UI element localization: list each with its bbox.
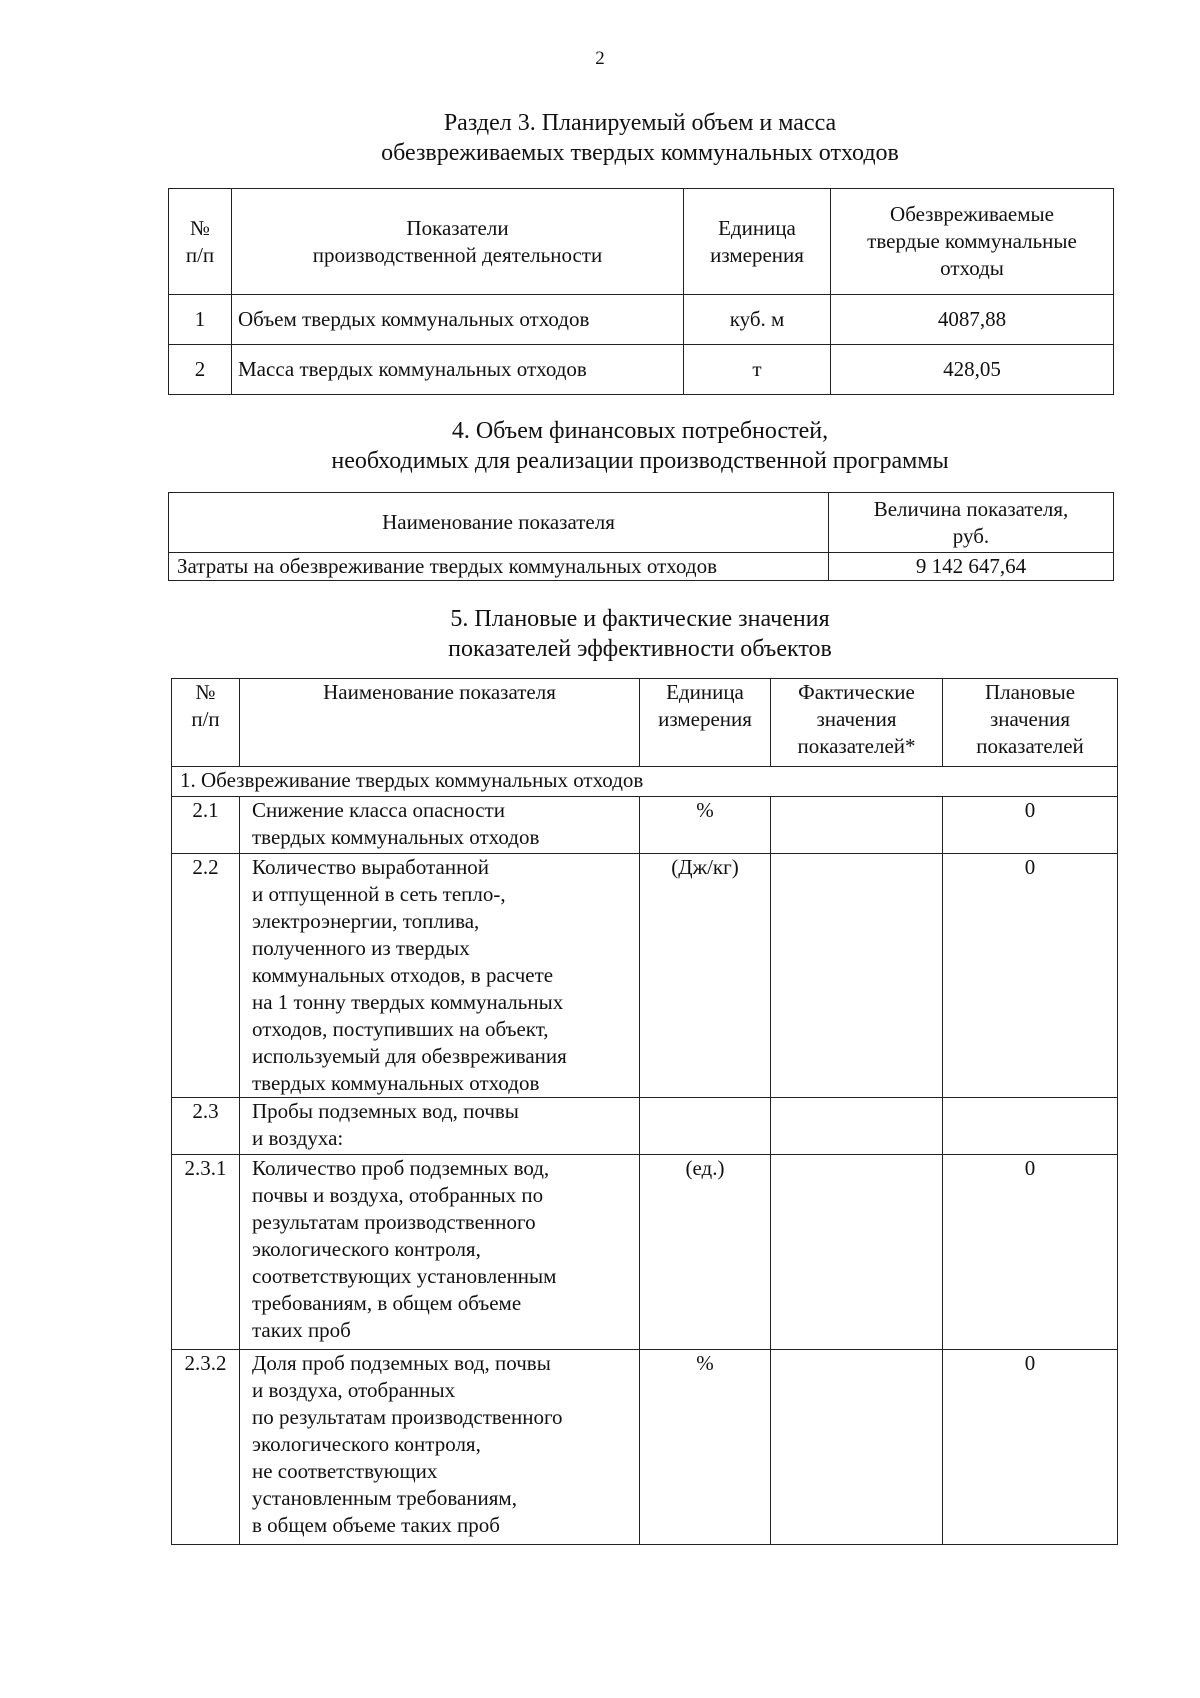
header-value-line2: твердые коммунальные	[867, 229, 1077, 253]
row-unit: куб. м	[684, 295, 831, 345]
header-actual-line1: Фактические	[798, 680, 915, 704]
section3-title-line1: Раздел 3. Планируемый объем и масса	[443, 110, 837, 136]
row-name-line: почвы и воздуха, отобранных по	[252, 1183, 544, 1207]
group-title: 1. Обезвреживание твердых коммунальных отходов	[172, 767, 1118, 797]
row-plan: 0	[943, 854, 1118, 1098]
table-row	[169, 295, 1114, 345]
row-actual	[771, 854, 943, 1098]
row-num: 2.3.1	[172, 1155, 240, 1350]
row-name-line: требованиям, в общем объеме	[252, 1291, 522, 1315]
table-row	[169, 345, 1114, 395]
section5-title	[150, 604, 1130, 664]
row-name-line: по результатам производственного	[252, 1405, 563, 1429]
table-row	[169, 553, 1114, 581]
table-row	[172, 797, 1118, 854]
row-actual	[771, 1350, 943, 1545]
section4-table	[168, 492, 1114, 581]
section3-table	[168, 188, 1114, 395]
table-header-row	[169, 493, 1114, 553]
row-num: 2.3.2	[172, 1350, 240, 1545]
row-plan: 0	[943, 1350, 1118, 1545]
section3-title	[150, 108, 1130, 168]
row-name-line: Пробы подземных вод, почвы	[252, 1099, 519, 1123]
row-actual	[771, 1155, 943, 1350]
row-plan	[943, 1098, 1118, 1155]
header-num-line2: п/п	[191, 707, 220, 731]
header-value	[829, 493, 1114, 553]
row-num: 2.2	[172, 854, 240, 1098]
row-name-line: Количество проб подземных вод,	[252, 1156, 550, 1180]
row-name-line: экологического контроля,	[252, 1432, 481, 1456]
row-unit: (ед.)	[640, 1155, 771, 1350]
row-name-line: таких проб	[252, 1318, 351, 1342]
table-header-row	[172, 679, 1118, 767]
row-name-line: Доля проб подземных вод, почвы	[252, 1351, 551, 1375]
row-name: Затраты на обезвреживание твердых коммунальных отходов	[169, 553, 829, 581]
row-name-line: в общем объеме таких проб	[252, 1513, 500, 1537]
row-name: Масса твердых коммунальных отходов	[232, 345, 684, 395]
section5-title-line1: 5. Плановые и фактические значения	[450, 606, 830, 632]
row-unit: (Дж/кг)	[640, 854, 771, 1098]
section4-title-line2: необходимых для реализации производственной программы	[331, 448, 949, 474]
row-unit: т	[684, 345, 831, 395]
row-num: 2	[169, 345, 232, 395]
row-value: 4087,88	[831, 295, 1114, 345]
row-name-line: отходов, поступивших на объект,	[252, 1017, 549, 1041]
row-name-line: и воздуха:	[252, 1126, 344, 1150]
row-plan: 0	[943, 797, 1118, 854]
row-name-line: результатам производственного	[252, 1210, 536, 1234]
row-name	[240, 1155, 640, 1350]
row-name-line: Снижение класса опасности	[252, 798, 505, 822]
table-header-row	[169, 189, 1114, 295]
header-actual-line2: значения	[816, 707, 897, 731]
row-value: 9 142 647,64	[829, 553, 1114, 581]
header-plan	[943, 679, 1118, 767]
header-num	[169, 189, 232, 295]
row-name-line: и отпущенной в сеть тепло-,	[252, 882, 506, 906]
header-num-line2: п/п	[185, 242, 215, 267]
section4-title-line1: 4. Объем финансовых потребностей,	[451, 418, 829, 444]
header-unit-line1: Единица	[718, 215, 796, 240]
header-plan-line1: Плановые	[984, 680, 1076, 704]
header-actual	[771, 679, 943, 767]
row-unit: %	[640, 1350, 771, 1545]
header-indicator-line2: производственной деятельности	[312, 242, 603, 267]
row-name-line: электроэнергии, топлива,	[252, 909, 480, 933]
header-value-line3: отходы	[940, 256, 1004, 280]
section5-title-line2: показателей эффективности объектов	[448, 636, 832, 662]
header-name: Наименование показателя	[169, 493, 829, 553]
header-unit-line2: измерения	[658, 707, 752, 731]
header-name: Наименование показателя	[240, 679, 640, 767]
header-unit-line2: измерения	[710, 242, 804, 267]
row-name	[240, 1350, 640, 1545]
row-name-line: твердых коммунальных отходов	[252, 825, 540, 849]
row-value: 428,05	[831, 345, 1114, 395]
header-value-line1: Обезвреживаемые	[890, 202, 1054, 226]
section3-title-line2: обезвреживаемых твердых коммунальных отходов	[381, 140, 899, 166]
page-number: 2	[595, 48, 605, 69]
header-value-line2: руб.	[952, 523, 990, 548]
row-name-line: соответствующих установленным	[252, 1264, 557, 1288]
row-name-line: полученного из твердых	[252, 936, 470, 960]
row-name-line: экологического контроля,	[252, 1237, 481, 1261]
section5-table	[171, 678, 1118, 1545]
row-name-line: и воздуха, отобранных	[252, 1378, 456, 1402]
row-unit: %	[640, 797, 771, 854]
header-unit	[684, 189, 831, 295]
header-indicator-line1: Показатели	[406, 215, 509, 240]
header-num-line1: №	[189, 215, 211, 240]
header-unit	[640, 679, 771, 767]
row-num: 2.1	[172, 797, 240, 854]
row-name-line: не соответствующих	[252, 1459, 438, 1483]
group-row	[172, 767, 1118, 797]
row-name-line: Количество выработанной	[252, 855, 490, 879]
header-value-line1: Величина показателя,	[873, 496, 1069, 521]
row-name	[240, 797, 640, 854]
row-name	[240, 854, 640, 1098]
row-unit	[640, 1098, 771, 1155]
header-plan-line2: значения	[989, 707, 1071, 731]
header-num-line1: №	[195, 680, 216, 704]
row-name-line: используемый для обезвреживания	[252, 1044, 567, 1068]
section5-body	[172, 797, 1118, 1545]
row-num: 2.3	[172, 1098, 240, 1155]
table-row	[172, 1155, 1118, 1350]
row-name-line: твердых коммунальных отходов	[252, 1071, 540, 1095]
header-indicator	[232, 189, 684, 295]
row-name-line: на 1 тонну твердых коммунальных	[252, 990, 564, 1014]
row-name-line: коммунальных отходов, в расчете	[252, 963, 554, 987]
header-unit-line1: Единица	[666, 680, 744, 704]
section4-title	[150, 416, 1130, 476]
header-value	[831, 189, 1114, 295]
row-actual	[771, 797, 943, 854]
row-plan: 0	[943, 1155, 1118, 1350]
row-num: 1	[169, 295, 232, 345]
row-actual	[771, 1098, 943, 1155]
row-name-line: установленным требованиям,	[252, 1486, 517, 1510]
table-row	[172, 1098, 1118, 1155]
table-row	[172, 1350, 1118, 1545]
header-actual-line3: показателей*	[797, 734, 916, 758]
table-row	[172, 854, 1118, 1098]
row-name	[240, 1098, 640, 1155]
header-num	[172, 679, 240, 767]
row-name: Объем твердых коммунальных отходов	[232, 295, 684, 345]
header-plan-line3: показателей	[976, 734, 1084, 758]
